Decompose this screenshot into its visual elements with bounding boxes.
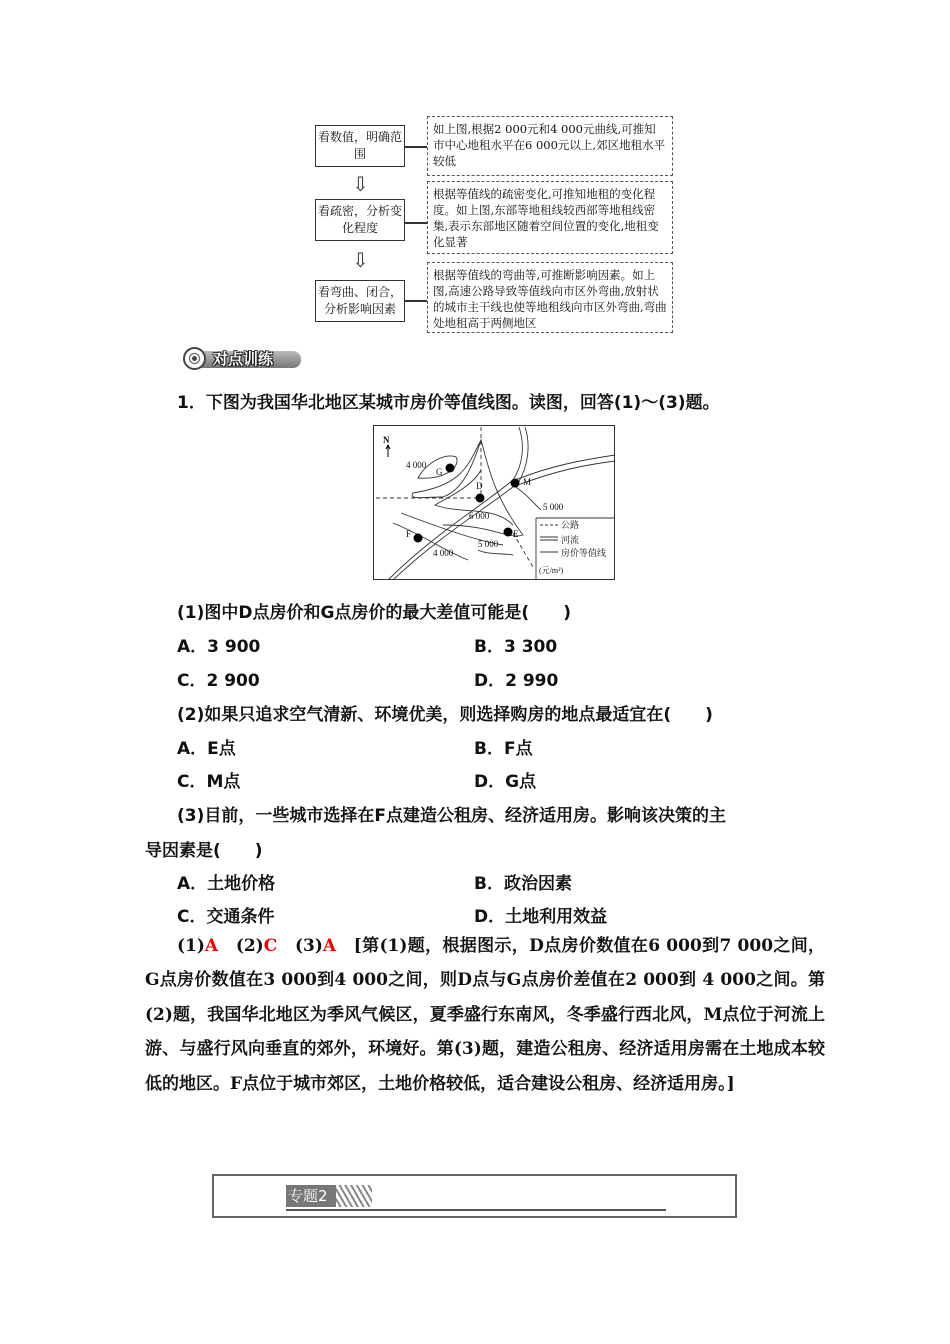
section-badge	[183, 347, 301, 370]
flow-desc-3: 根据等值线的弯曲等,可推断影响因素。如上图,高速公路导致等值线向市区外弯曲,放射状的城市主干线也使等地租线向市区外弯曲,弯曲处地租高于两侧地区	[427, 262, 673, 333]
contour-label: 5 000	[542, 501, 563, 512]
subquestion-3: (3)目前，一些城市选择在F点建造公租房、经济适用房。影响该决策的主	[177, 806, 726, 826]
point-label: G	[435, 466, 442, 477]
answer-key: A	[204, 936, 219, 956]
subquestion-3-cont: 导因素是( )	[145, 841, 263, 861]
answer-num: (1)	[177, 936, 205, 956]
answer-key: C	[263, 936, 278, 956]
legend-road: 公路	[560, 519, 579, 530]
answer-explanation	[145, 929, 825, 1101]
subquestion-2: (2)如果只追求空气清新、环境优美，则选择购房的地点最适宜在( )	[177, 705, 713, 725]
target-icon	[183, 347, 206, 370]
contour-map	[373, 425, 615, 580]
contour-label: 5 000	[477, 538, 498, 549]
contour-label: 6 000	[468, 510, 489, 521]
divider	[286, 1209, 666, 1211]
option: C．交通条件	[177, 907, 275, 927]
option: B．F点	[474, 739, 533, 759]
option: B．3 300	[474, 637, 558, 657]
flow-step-3: 看弯曲、闭合，分析影响因素	[315, 280, 405, 322]
subquestion-1: (1)图中D点房价和G点房价的最大差值可能是( )	[177, 603, 571, 623]
question-text: 1．下图为我国华北地区某城市房价等值线图。读图，回答(1)～(3)题。	[177, 393, 720, 413]
contour-label: 4 000	[405, 459, 426, 470]
down-arrow-icon: ⇩	[352, 172, 369, 196]
explanation-text: [第(1)题，根据图示，D点房价数值在6 000到7 000之间，G点房价数值在3 000到4 000之间，则D点与G点房价差值在2 000到 4 000之间。第(2)题，我国华北地区为季风气候区，夏季盛行东南风，冬季盛行西北风，M点位于河流上游、与盛行风向垂直的郊外，环境好。第(3)题，建造公租房、经济适用房需在土地成本较低的地区。F点位于城市郊区，土地价格较低，适合建设公租房、经济适用房。]	[145, 936, 826, 1094]
option: A．3 900	[177, 637, 261, 657]
point-label: F	[405, 528, 411, 539]
option: B．政治因素	[474, 874, 572, 894]
flow-step-1: 看数值，明确范围	[315, 125, 405, 167]
section-title: 对点训练	[213, 350, 274, 368]
option: C．2 900	[177, 671, 260, 691]
legend-contour: 房价等值线	[560, 547, 606, 558]
answer-num: (3)	[294, 936, 323, 956]
point-label: M	[522, 476, 531, 487]
flow-desc-2: 根据等值线的疏密变化,可推知地租的变化程度。如上图,东部等地租线较西部等地租线密集,表示东部地区随着空间位置的变化,地租变化显著	[427, 181, 673, 254]
option: D．G点	[474, 772, 537, 792]
option: D．土地利用效益	[474, 907, 608, 927]
down-arrow-icon: ⇩	[352, 248, 369, 272]
footer-banner	[212, 1174, 737, 1218]
answer-key: A	[322, 936, 337, 956]
connector	[405, 146, 427, 148]
north-label: N	[382, 434, 389, 445]
north-arrow-icon	[386, 445, 390, 457]
answer-num: (2)	[235, 936, 264, 956]
legend-unit: (元/m²)	[538, 565, 563, 575]
option: C．M点	[177, 772, 241, 792]
option: D．2 990	[474, 671, 559, 691]
point-label: E	[512, 528, 518, 539]
legend-river: 河流	[560, 534, 579, 545]
contour-label: 4 000	[432, 547, 453, 558]
point-label: D	[475, 480, 482, 491]
option: A．土地价格	[177, 874, 276, 894]
flow-step-2: 看疏密，分析变化程度	[315, 199, 405, 241]
connector	[405, 222, 427, 224]
connector	[405, 300, 427, 302]
flow-desc-1: 如上图,根据2 000元和4 000元曲线,可推知市中心地租水平在6 000元以上,郊区地租水平较低	[427, 116, 673, 176]
decorative-stripes	[336, 1185, 372, 1207]
option: A．E点	[177, 739, 236, 759]
chapter-tag: 专题2	[286, 1185, 336, 1207]
